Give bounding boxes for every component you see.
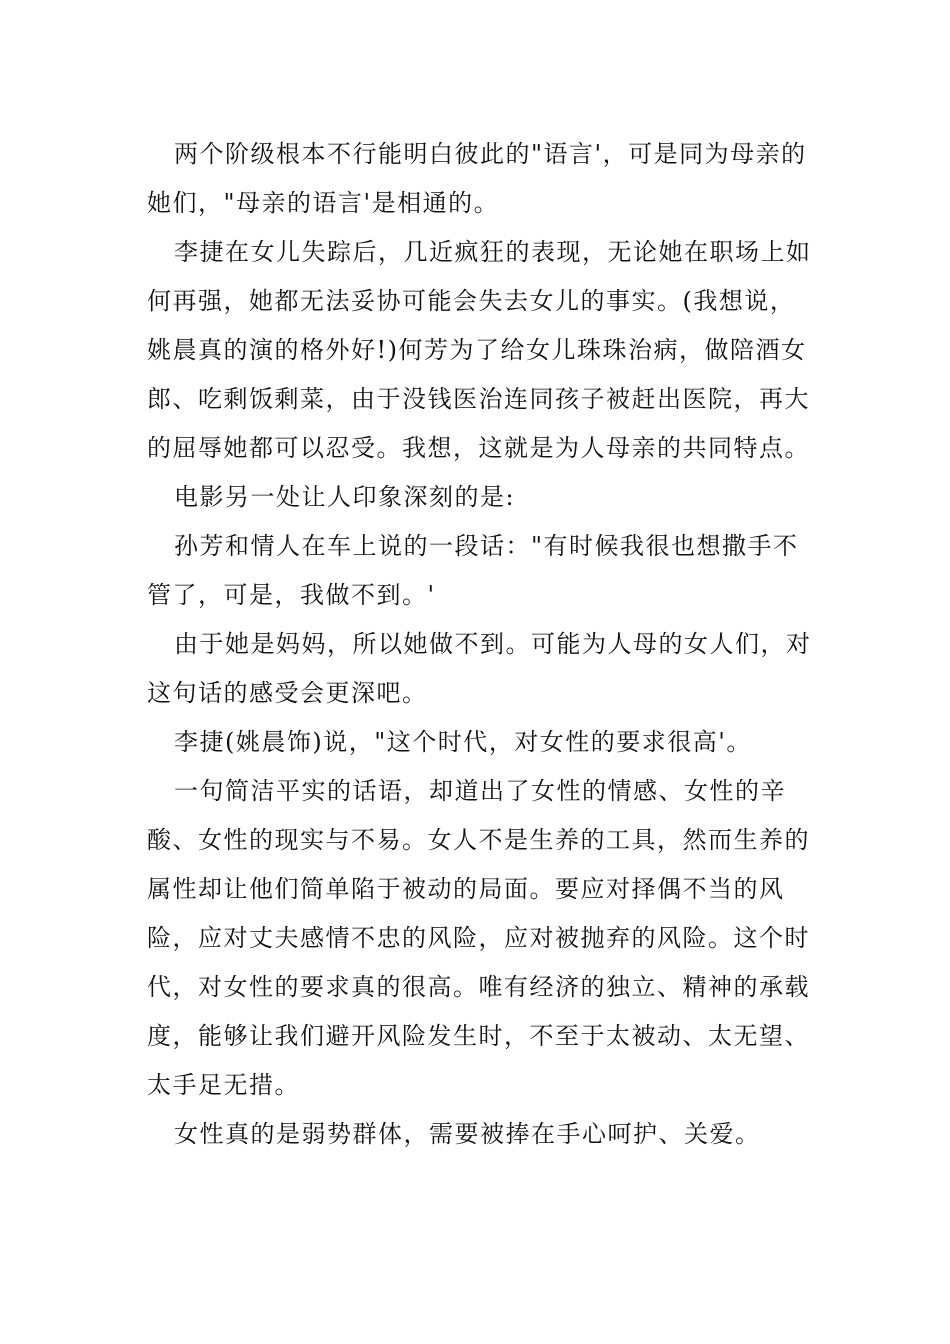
paragraph-women-reality: 一句简洁平实的话语，却道出了女性的情感、女性的辛酸、女性的现实与不易。女人不是生养的工具，然而生养的属性却让他们简单陷于被动的局面。要应对择偶不当的风险，应对丈夫感情不忠的风险，应对被抛弃的风险。这个时代，对女性的要求真的很高。唯有经济的独立、精神的承载度，能够让我们避开风险发生时，不至于太被动、太无望、太手足无措。 bbox=[147, 777, 810, 1099]
paragraph-because-mother: 由于她是妈妈，所以她做不到。可能为人母的女人们，对这句话的感受会更深吧。 bbox=[147, 630, 812, 707]
paragraph-li-jie-he-fang: 李捷在女儿失踪后，几近疯狂的表现，无论她在职场上如何再强，她都无法妥协可能会失去女儿的事实。(我想说，姚晨真的演的格外好!)何芳为了给女儿珠珠治病，做陪酒女郎、吃剩饭剩菜，由于没钱医治连同孩子被赶出医院，再大的屈辱她都可以忍受。我想，这就是为人母亲的共同特点。 bbox=[147, 238, 812, 462]
paragraph-mothers-language: 两个阶级根本不行能明白彼此的"语言'，可是同为母亲的她们，"母亲的语言'是相通的。 bbox=[147, 140, 807, 217]
document-body bbox=[147, 130, 819, 1159]
paragraph-li-jie-quote: 李捷(姚晨饰)说，"这个时代，对女性的要求很高'。 bbox=[174, 728, 752, 756]
paragraph-film-impression: 电影另一处让人印象深刻的是: bbox=[174, 483, 516, 511]
paragraph-women-vulnerable: 女性真的是弱势群体，需要被捧在手心呵护、关爱。 bbox=[174, 1120, 761, 1148]
paragraph-sun-fang-quote: 孙芳和情人在车上说的一段话："有时候我很也想撒手不管了，可是，我做不到。' bbox=[147, 532, 799, 609]
